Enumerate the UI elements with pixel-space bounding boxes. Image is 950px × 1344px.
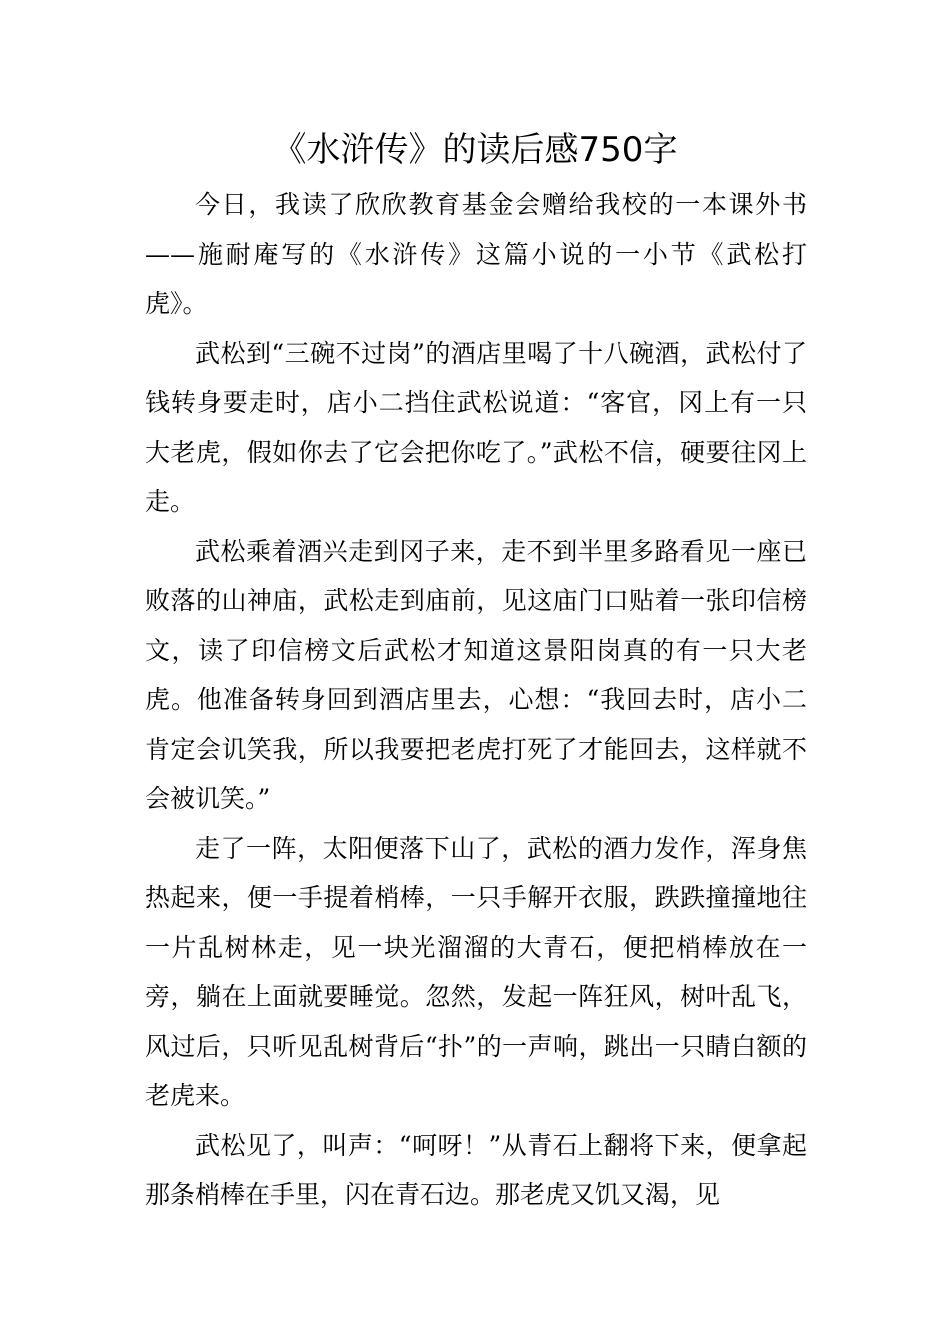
document-body — [145, 180, 807, 1220]
paragraph-4: 走了一阵，太阳便落下山了，武松的酒力发作，浑身焦热起来，便一手提着梢棒，一只手解开衣服，跌跌撞撞地往一片乱树林走，见一块光溜溜的大青石，便把梢棒放在一旁，躺在上面就要睡觉。忽然，发起一阵狂风，树叶乱飞，风过后，只听见乱树背后“扑”的一声响，跳出一只睛白额的老虎来。 — [145, 833, 807, 1110]
paragraph-3: 武松乘着酒兴走到冈子来，走不到半里多路看见一座已败落的山神庙，武松走到庙前，见这庙门口贴着一张印信榜文，读了印信榜文后武松才知道这景阳岗真的有一只大老虎。他准备转身回到酒店里去，心想：“我回去时，店小二肯定会讥笑我，所以我要把老虎打死了才能回去，这样就不会被讥笑。” — [145, 536, 807, 813]
paragraph-2: 武松到“三碗不过岗”的酒店里喝了十八碗酒，武松付了钱转身要走时，店小二挡住武松说道：“客官，冈上有一只大老虎，假如你去了它会把你吃了。”武松不信，硬要往冈上走。 — [145, 338, 807, 516]
paragraph-1: 今日，我读了欣欣教育基金会赠给我校的一本课外书——施耐庵写的《水浒传》这篇小说的一小节《武松打虎》。 — [145, 190, 807, 318]
document-title: 《水浒传》的读后感750字 — [272, 130, 678, 170]
paragraph-5: 武松见了，叫声：“呵呀！”从青石上翻将下来，便拿起那条梢棒在手里，闪在青石边。那老虎又饥又渴，见 — [145, 1130, 807, 1209]
